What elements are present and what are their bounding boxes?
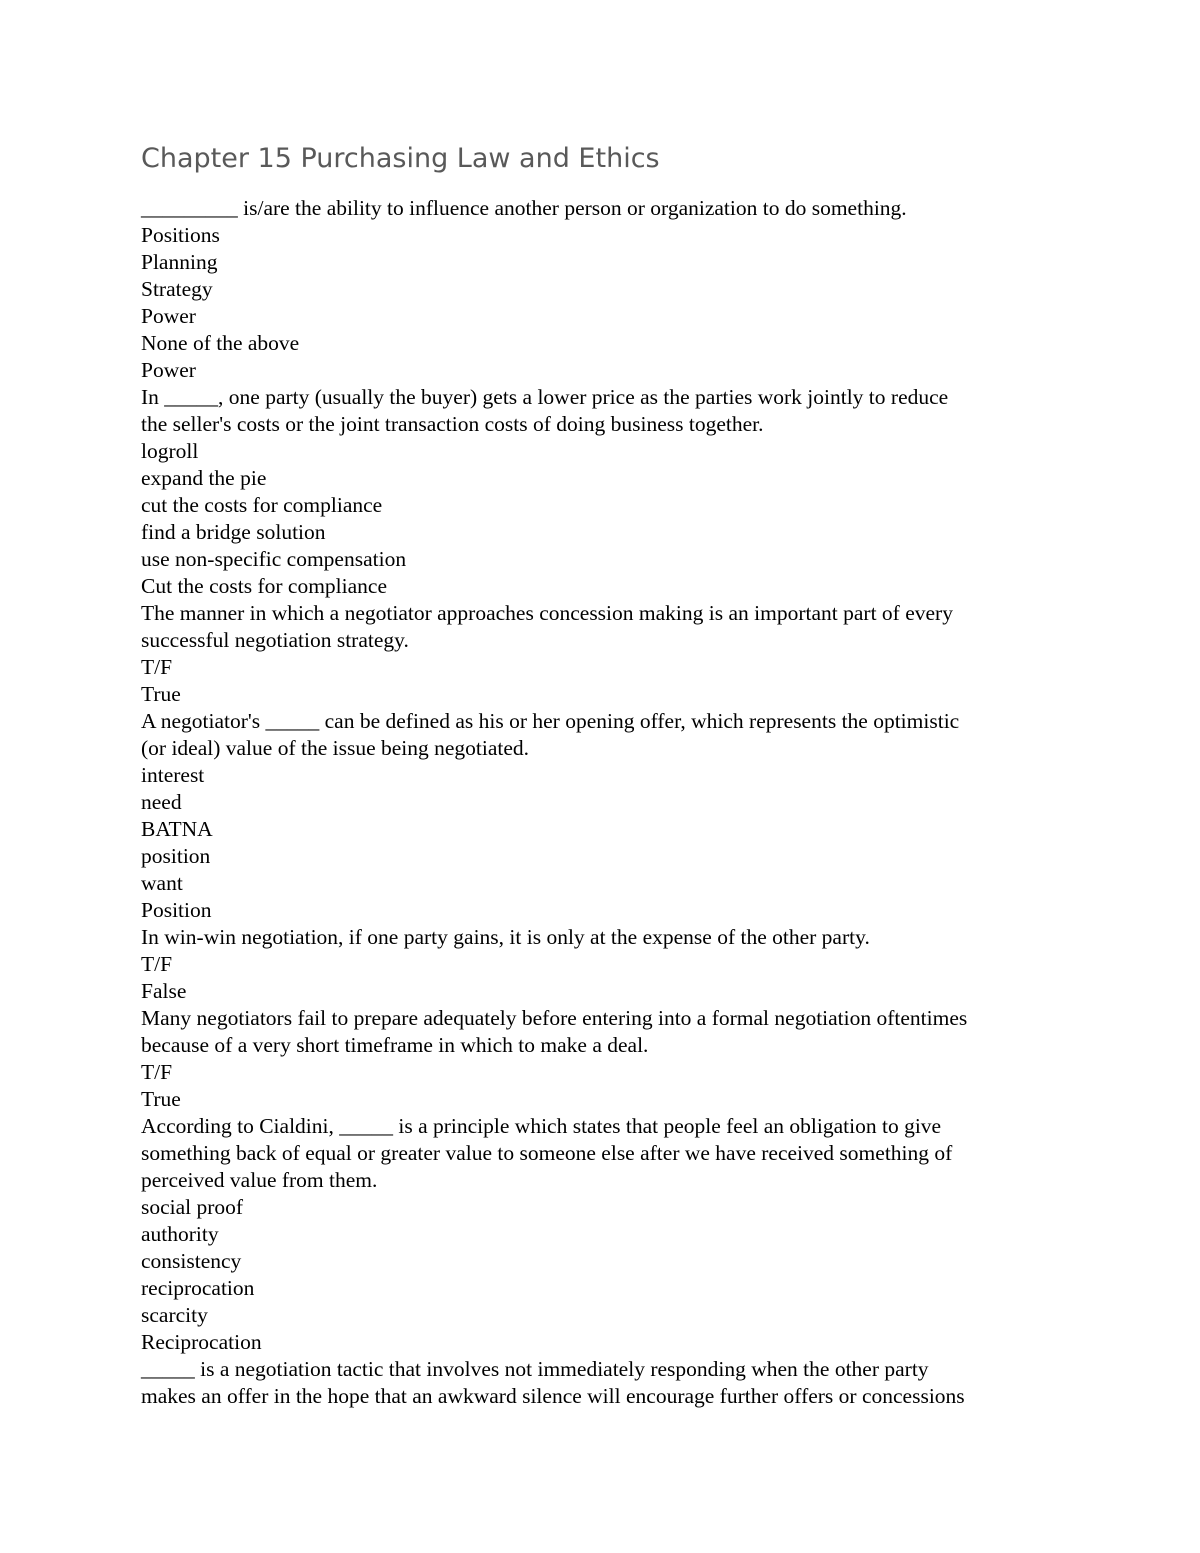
text-line: True [141, 1087, 181, 1111]
text-line: successful negotiation strategy. [141, 628, 409, 652]
text-line: Power [141, 358, 196, 382]
text-line: In win-win negotiation, if one party gains, it is only at the expense of the other party. [141, 925, 870, 949]
text-line: perceived value from them. [141, 1168, 378, 1192]
text-line: Power [141, 304, 196, 328]
text-line: False [141, 979, 187, 1003]
text-line: consistency [141, 1249, 242, 1273]
text-line: expand the pie [141, 466, 267, 490]
text-line: the seller's costs or the joint transaction costs of doing business together. [141, 412, 764, 436]
text-line: use non-specific compensation [141, 547, 407, 571]
text-line: social proof [141, 1195, 244, 1219]
text-line: authority [141, 1222, 219, 1246]
text-line: Position [141, 898, 212, 922]
text-line: makes an offer in the hope that an awkward silence will encourage further offers or concessions [141, 1384, 965, 1408]
text-line: need [141, 790, 182, 814]
text-line: interest [141, 763, 205, 787]
text-line: logroll [141, 439, 199, 463]
text-line: reciprocation [141, 1276, 255, 1300]
text-line: T/F [141, 1060, 173, 1084]
text-line: position [141, 844, 211, 868]
text-line: (or ideal) value of the issue being negotiated. [141, 736, 530, 760]
text-line: find a bridge solution [141, 520, 326, 544]
text-line: cut the costs for compliance [141, 493, 383, 517]
text-line: In _____, one party (usually the buyer) gets a lower price as the parties work jointly to reduce [141, 385, 949, 409]
text-line: None of the above [141, 331, 300, 355]
text-line: Strategy [141, 277, 213, 301]
text-line: scarcity [141, 1303, 208, 1327]
text-line: Positions [141, 223, 220, 247]
document-body [141, 195, 1071, 1410]
text-line: Planning [141, 250, 218, 274]
document-title: Chapter 15 Purchasing Law and Ethics [141, 143, 660, 174]
text-line: because of a very short timeframe in which to make a deal. [141, 1033, 649, 1057]
text-line: According to Cialdini, _____ is a principle which states that people feel an obligation to give [141, 1114, 942, 1138]
text-line: _____ is a negotiation tactic that involves not immediately responding when the other party [141, 1357, 929, 1381]
text-line: _________ is/are the ability to influence another person or organization to do something. [141, 196, 907, 220]
text-line: BATNA [141, 817, 213, 841]
text-line: Cut the costs for compliance [141, 574, 387, 598]
text-line: T/F [141, 952, 173, 976]
text-line: A negotiator's _____ can be defined as his or her opening offer, which represents the optimistic [141, 709, 960, 733]
text-line: want [141, 871, 183, 895]
text-line: something back of equal or greater value to someone else after we have received something of [141, 1141, 953, 1165]
text-line: Many negotiators fail to prepare adequately before entering into a formal negotiation oftentimes [141, 1006, 968, 1030]
text-line: Reciprocation [141, 1330, 262, 1354]
text-line: True [141, 682, 181, 706]
text-line: The manner in which a negotiator approaches concession making is an important part of every [141, 601, 953, 625]
text-line: T/F [141, 655, 173, 679]
